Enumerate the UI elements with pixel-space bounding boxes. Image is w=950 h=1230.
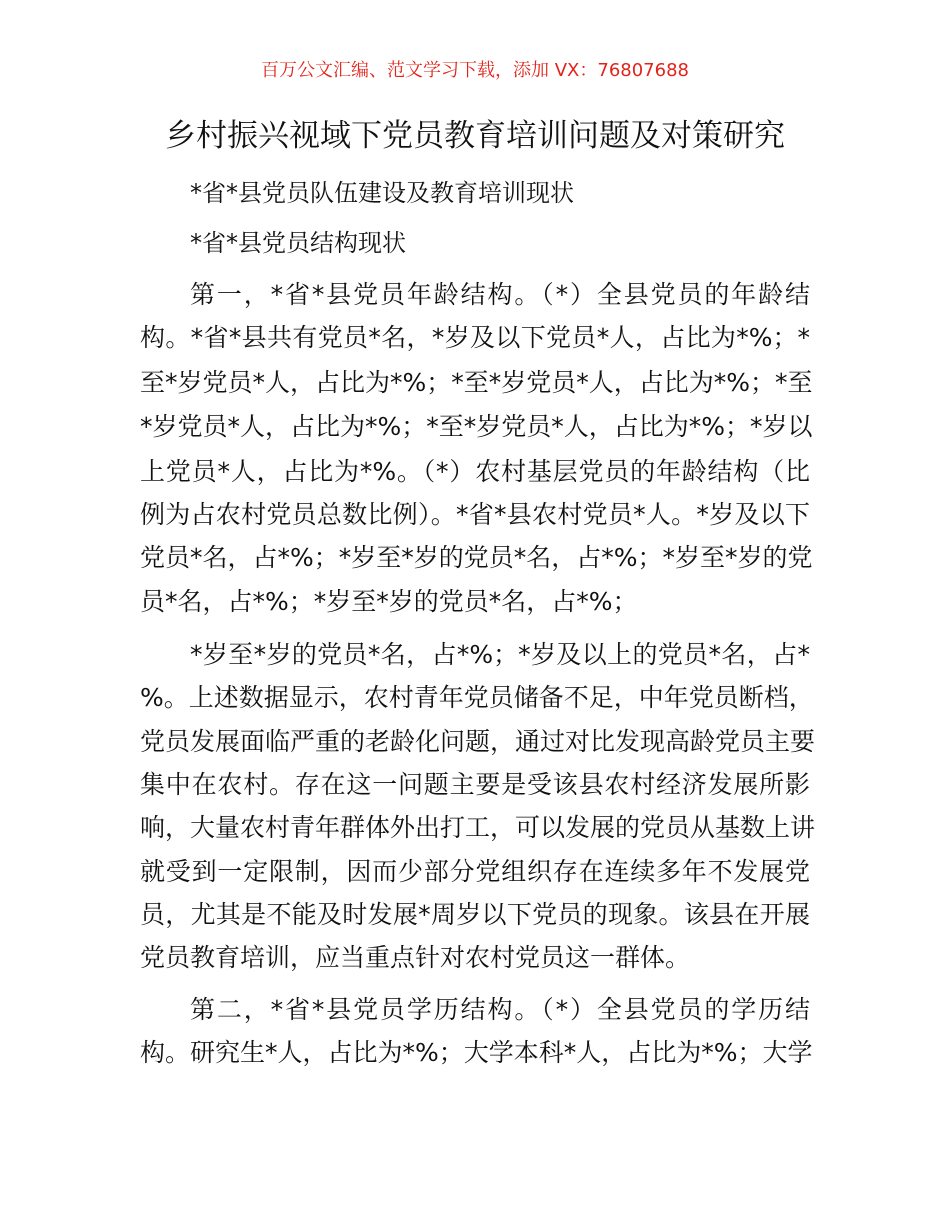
text-line: 第一，*省*县党员年龄结构。（*）全县党员的年龄结 [190, 280, 810, 309]
document-title: 乡村振兴视域下党员教育培训问题及对策研究 [165, 118, 785, 154]
text-line: 员，尤其是不能及时发展*周岁以下党员的现象。该县在开展 [140, 900, 810, 929]
text-line: 响，大量农村青年群体外出打工，可以发展的党员从基数上讲 [140, 813, 816, 842]
text-line: 上党员*人，占比为*%。（*）农村基层党员的年龄结构（比 [140, 457, 810, 486]
text-line: 党员*名，占*%；*岁至*岁的党员*名，占*%；*岁至*岁的党 [140, 543, 813, 572]
text-line: 集中在农村。存在这一问题主要是受该县农村经济发展所影 [140, 770, 810, 799]
text-line: 党员发展面临严重的老龄化问题，通过对比发现高龄党员主要 [140, 727, 816, 756]
watermark-banner: 百万公文汇编、范文学习下载，添加 VX：76807688 [261, 60, 689, 81]
text-line: 构。研究生*人，占比为*%；大学本科*人，占比为*%；大学 [140, 1038, 813, 1067]
text-line: 至*岁党员*人，占比为*%；*至*岁党员*人，占比为*%；*至 [140, 368, 813, 397]
text-line: 党员教育培训，应当重点针对农村党员这一群体。 [140, 943, 691, 972]
text-line: *岁至*岁的党员*名，占*%；*岁及以上的党员*名，占* [190, 640, 810, 669]
text-line: 构。*省*县共有党员*名，*岁及以下党员*人，占比为*%；* [140, 323, 810, 352]
text-line: 员*名，占*%；*岁至*岁的党员*名，占*%； [140, 587, 638, 616]
section-heading: *省*县党员队伍建设及教育培训现状 [190, 179, 574, 207]
text-line: %。上述数据显示，农村青年党员储备不足，中年党员断档， [140, 683, 814, 712]
text-line: 例为占农村党员总数比例）。*省*县农村党员*人。*岁及以下 [140, 500, 810, 529]
text-line: *岁党员*人，占比为*%；*至*岁党员*人，占比为*%；*岁以 [140, 412, 813, 441]
text-line: 就受到一定限制，因而少部分党组织存在连续多年不发展党 [140, 857, 810, 886]
subsection-heading: *省*县党员结构现状 [190, 229, 406, 257]
text-line: 第二，*省*县党员学历结构。（*）全县党员的学历结 [190, 995, 810, 1024]
